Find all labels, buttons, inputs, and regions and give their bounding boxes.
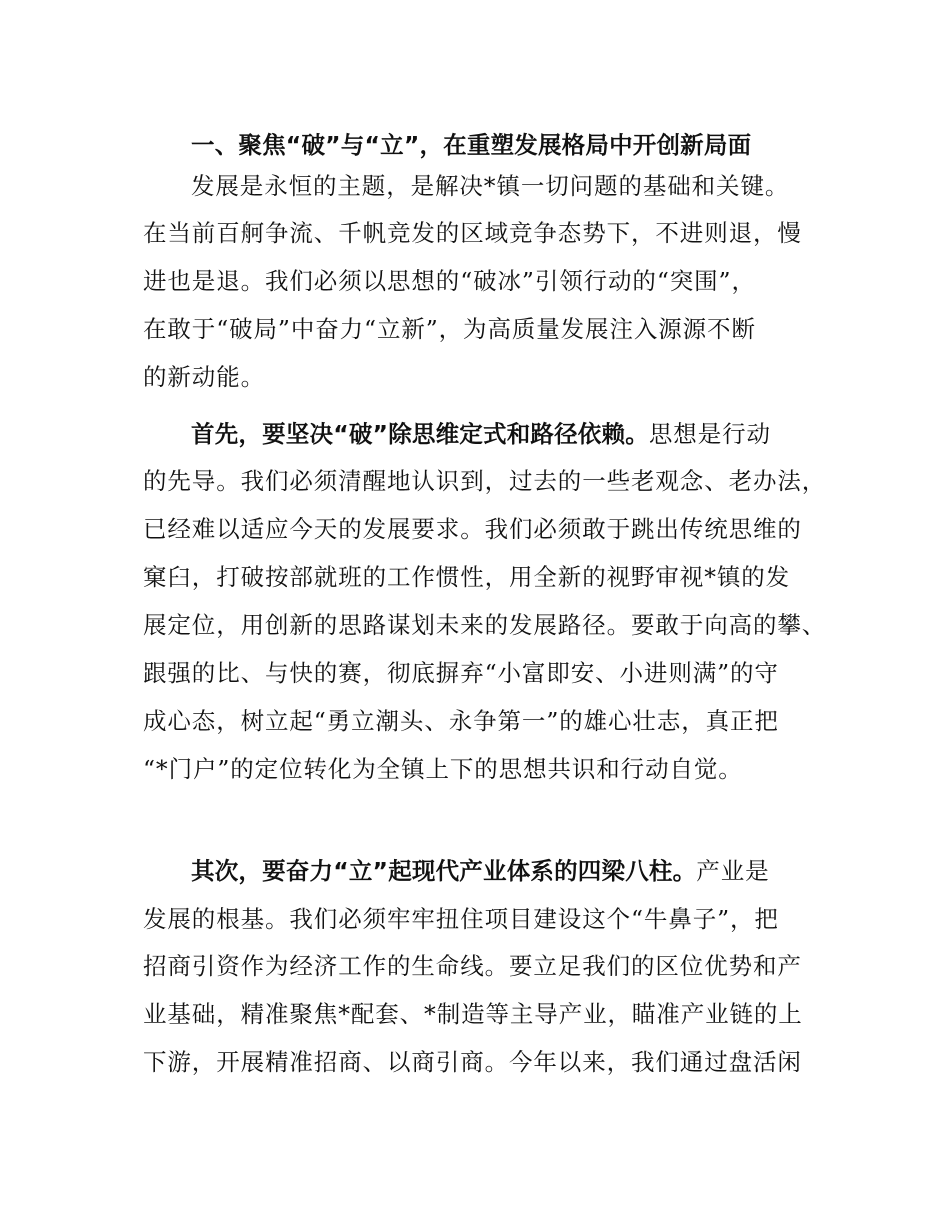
text-line: 跟强的比、与快的赛，彻底摒弃“小富即安、小进则满”的守 — [143, 659, 779, 687]
text-line — [191, 419, 813, 449]
text-line: 的先导。我们必须清醒地认识到，过去的一些老观念、老办法， — [143, 467, 827, 495]
text-line: 发展的根基。我们必须牢牢扭住项目建设这个“牛鼻子”，把 — [143, 905, 779, 933]
lead-rest: 思想是行动 — [648, 420, 771, 448]
bold-lead: 其次，要奋力“立”起现代产业体系的四梁八柱。 — [191, 857, 697, 885]
text-line: 的新动能。 — [143, 363, 265, 391]
section-heading: 一、聚焦“破”与“立”，在重塑发展格局中开创新局面 — [191, 131, 752, 159]
text-line: “*门户”的定位转化为全镇上下的思想共识和行动自觉。 — [143, 755, 743, 783]
text-line: 已经难以适应今天的发展要求。我们必须敢于跳出传统思维的 — [143, 515, 802, 543]
text-line: 在当前百舸争流、千帆竞发的区域竞争态势下，不进则退，慢 — [143, 219, 802, 247]
text-line — [191, 856, 813, 886]
lead-rest: 产业是 — [696, 857, 770, 885]
text-line: 成心态，树立起“勇立潮头、永争第一”的雄心壮志，真正把 — [143, 707, 779, 735]
text-line: 发展是永恒的主题，是解决*镇一切问题的基础和关键。 — [191, 172, 790, 200]
text-line: 下游，开展精准招商、以商引商。今年以来，我们通过盘活闲 — [143, 1048, 802, 1076]
text-line: 在敢于“破局”中奋力“立新”，为高质量发展注入源源不断 — [143, 315, 756, 343]
text-line: 展定位，用创新的思路谋划未来的发展路径。要敢于向高的攀、 — [143, 611, 827, 639]
bold-lead: 首先，要坚决“破”除思维定式和路径依赖。 — [191, 420, 649, 448]
text-line: 业基础，精准聚焦*配套、*制造等主导产业，瞄准产业链的上 — [143, 1000, 803, 1028]
text-line: 招商引资作为经济工作的生命线。要立足我们的区位优势和产 — [143, 952, 802, 980]
text-line: 窠臼，打破按部就班的工作惯性，用全新的视野审视*镇的发 — [143, 563, 791, 591]
text-line: 进也是退。我们必须以思想的“破冰”引领行动的“突围”， — [143, 267, 756, 295]
